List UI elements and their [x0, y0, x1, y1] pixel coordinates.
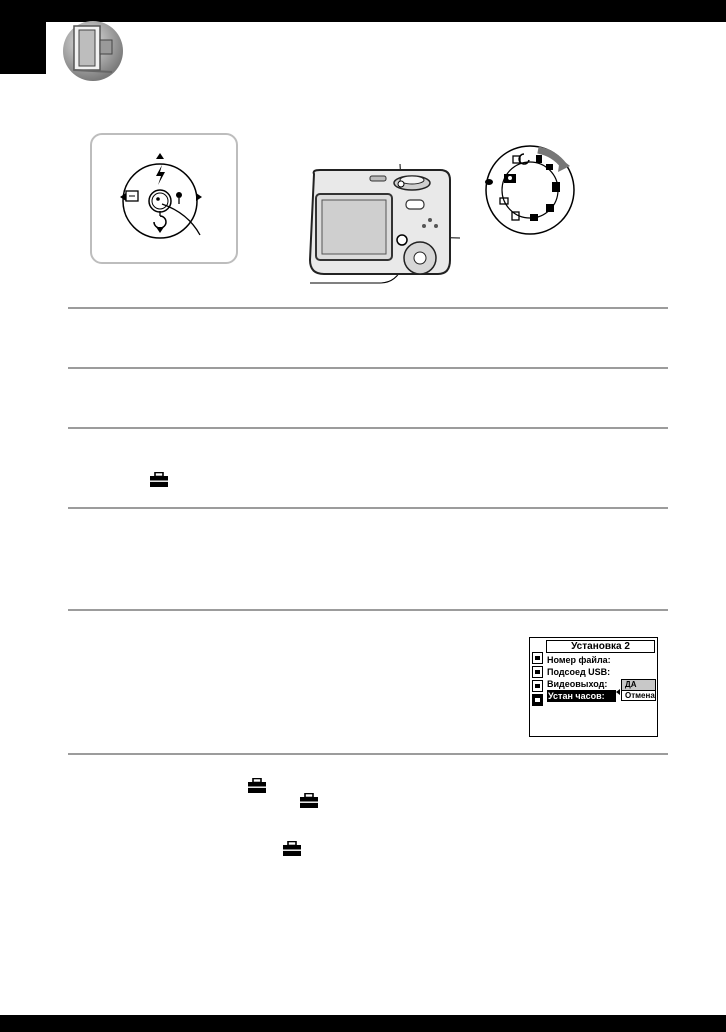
camera-tab-icon: [532, 652, 543, 664]
top-bar: [0, 0, 726, 22]
option-list: [621, 679, 656, 701]
option-yes: ДА: [622, 680, 655, 691]
menu-item-file-number: Номер файла:: [547, 655, 611, 665]
memory-tab-icon: [532, 666, 543, 678]
control-pad-icon: [92, 135, 240, 266]
toolbox-icon: [150, 472, 168, 487]
window-frame-icon: [62, 20, 124, 82]
menu-item-usb-connect: Подсоед USB:: [547, 667, 611, 677]
mode-dial-icon: [480, 140, 580, 240]
settings-tab-icon: [532, 680, 543, 692]
section-tab: [0, 22, 46, 74]
control-pad-panel: [90, 133, 238, 264]
menu-tabs: [532, 652, 544, 708]
section-divider: [68, 367, 668, 369]
toolbox-icon: [248, 778, 266, 793]
menu-item-clock-set: Устан часов:: [547, 690, 616, 702]
left-arrow-icon: [616, 689, 620, 695]
setup-menu-screen: [529, 637, 658, 737]
section-divider: [68, 427, 668, 429]
section-divider: [68, 307, 668, 309]
toolbox-icon: [283, 841, 301, 856]
section-divider: [68, 609, 668, 611]
menu-item-video-out: Видеовыход:: [547, 679, 608, 689]
camera-icon: [300, 150, 460, 290]
section-divider: [68, 507, 668, 509]
toolbox-icon: [300, 793, 318, 808]
setup2-tab-icon: [532, 694, 543, 706]
section-divider: [68, 753, 668, 755]
option-cancel: Отмена: [625, 691, 655, 700]
bottom-bar: [0, 1015, 726, 1032]
menu-title: Установка 2: [546, 640, 655, 653]
